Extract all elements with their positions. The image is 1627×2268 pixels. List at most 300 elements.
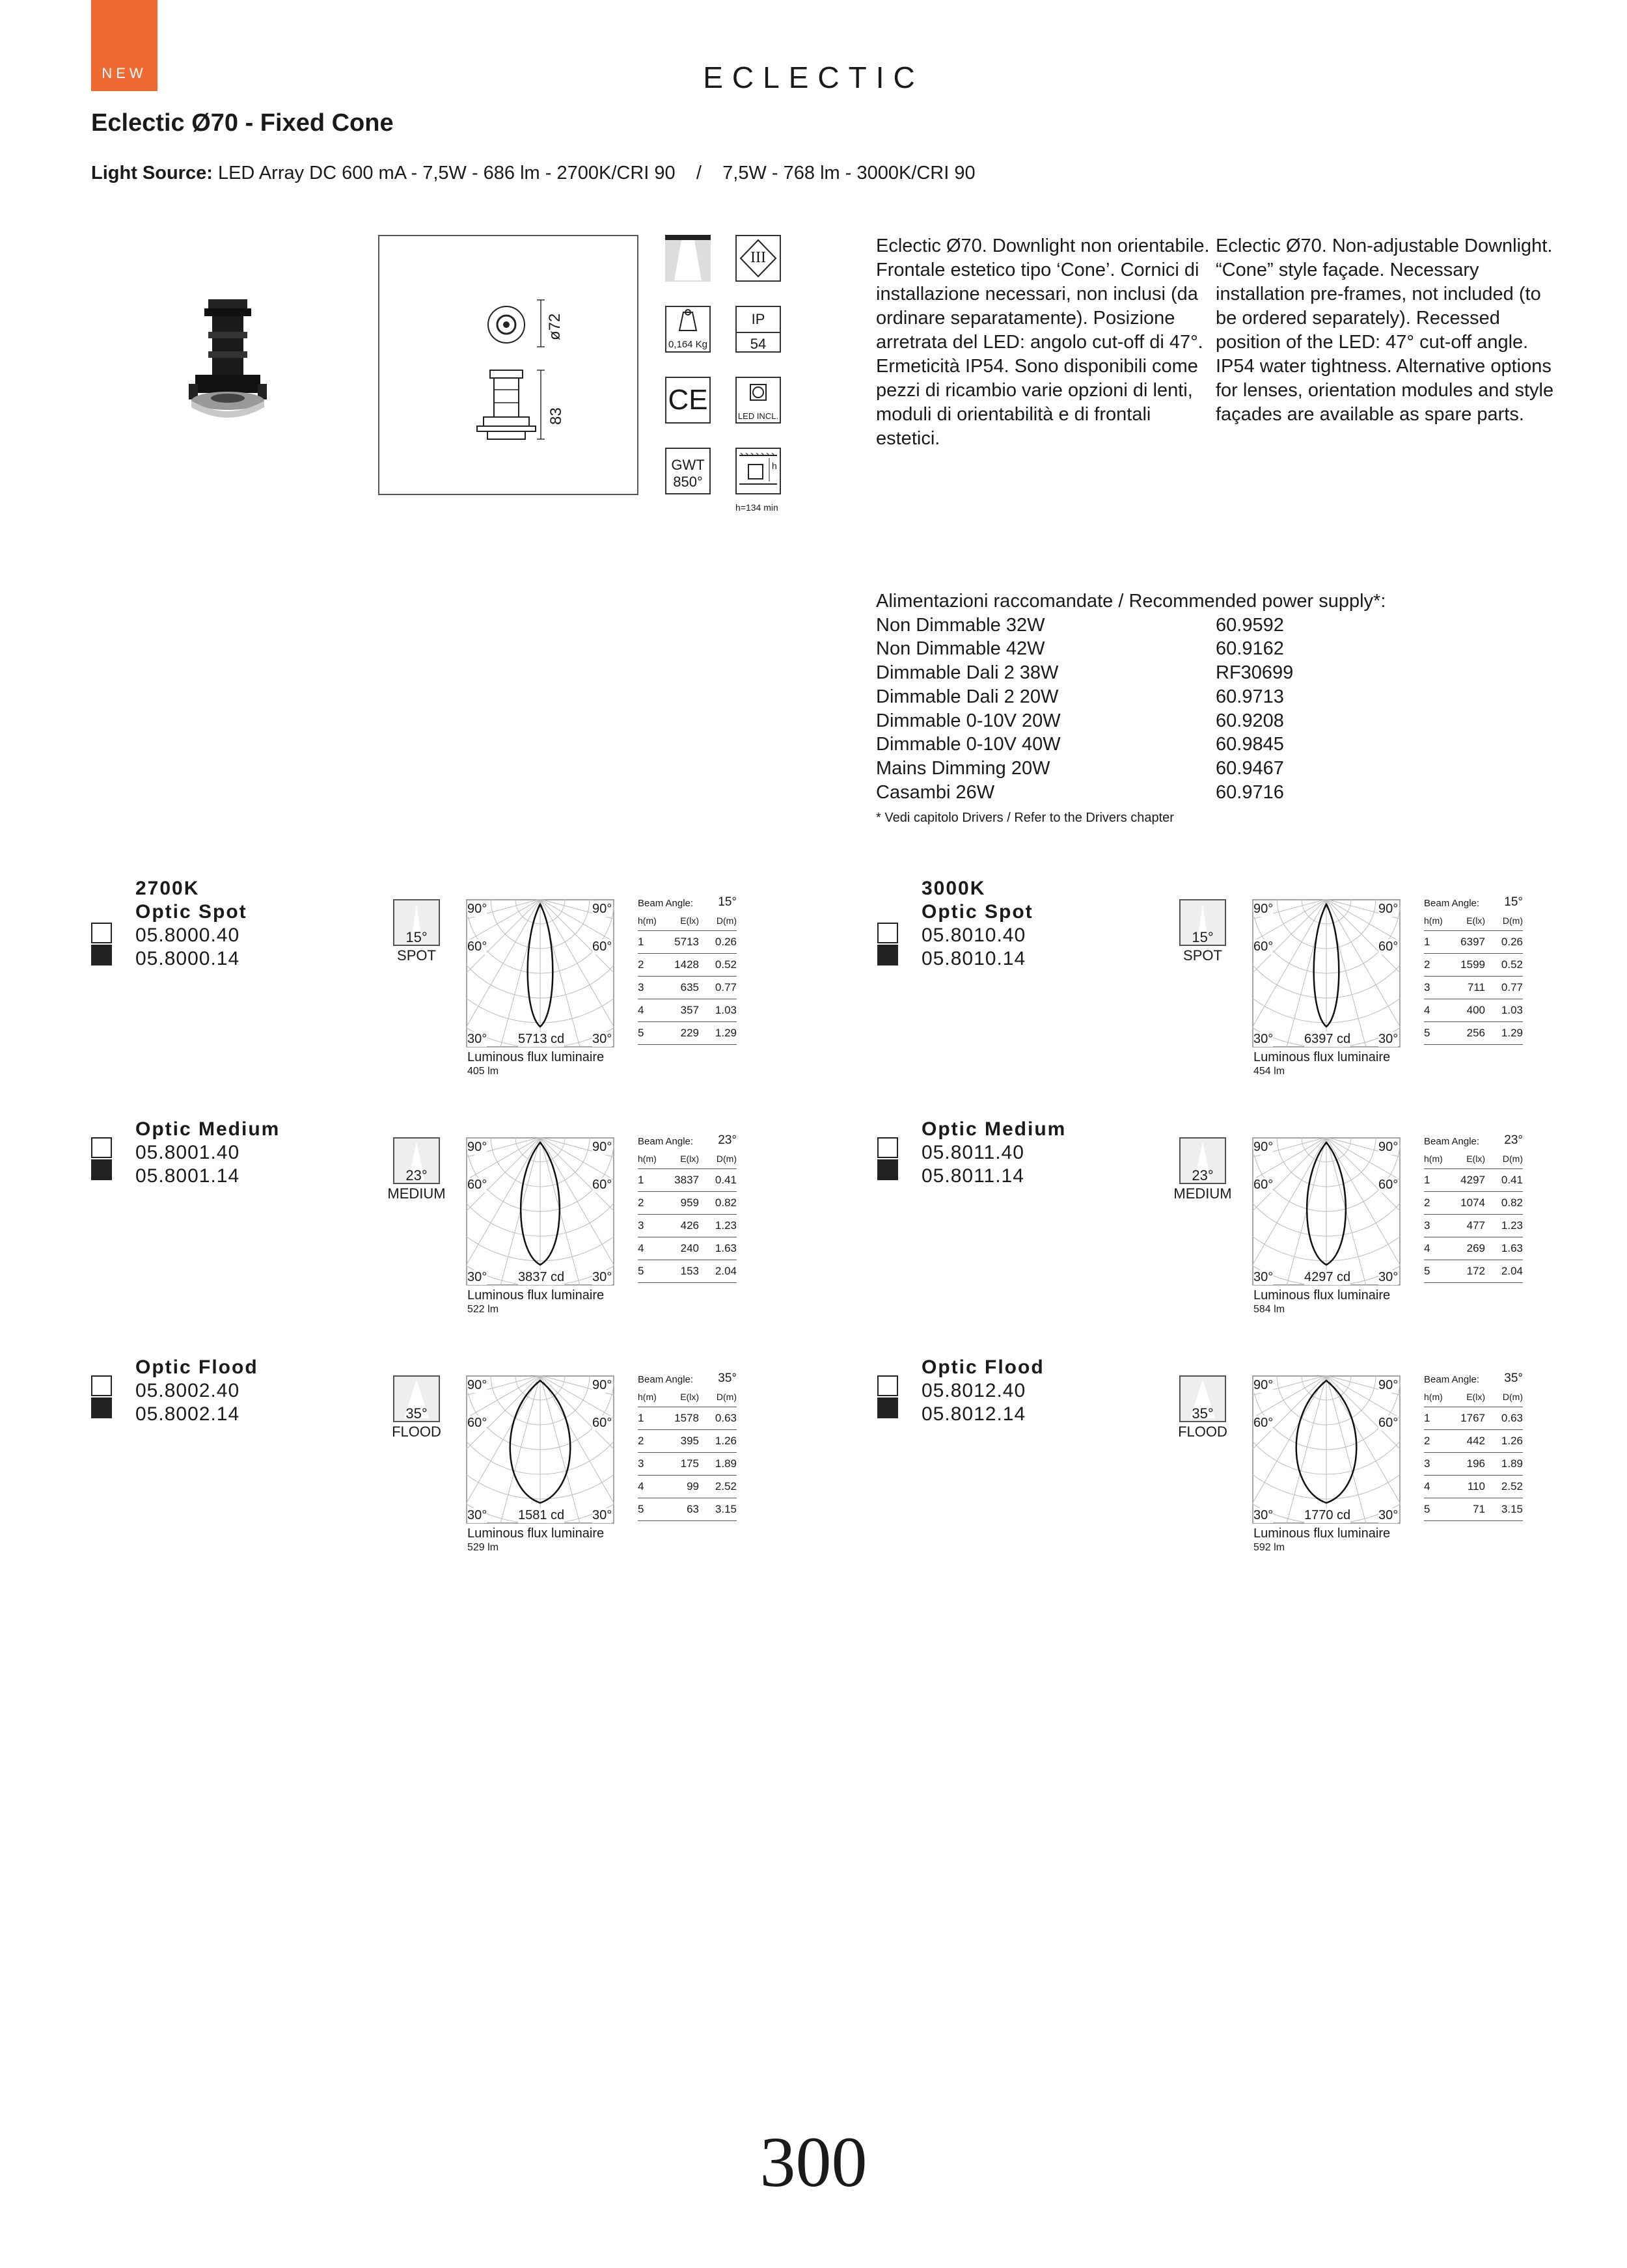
product-title: Eclectic Ø70 - Fixed Cone — [91, 109, 394, 137]
code-white: 05.8001.40 — [135, 1142, 240, 1163]
swatch-white — [91, 1375, 112, 1396]
power-supply-name: Dimmable 0-10V 40W — [876, 734, 1061, 755]
power-supply-row — [876, 614, 1293, 638]
diameter-dimension: ø72 — [546, 313, 564, 340]
polar-grid — [466, 899, 614, 1047]
light-source-label: Light Source: — [91, 163, 213, 183]
polar-angle-label: 90° — [592, 1140, 612, 1154]
table-cell: 3837 — [666, 1169, 699, 1192]
beam-angle-header — [1424, 1370, 1523, 1387]
polar-grid — [1252, 899, 1401, 1047]
beam-angle-value: 15° — [1192, 929, 1214, 945]
swatch-black — [91, 1397, 112, 1418]
optic-name: Optic Flood — [135, 1357, 258, 1378]
table-cell: 172 — [1453, 1260, 1485, 1283]
ce-label: CE — [668, 384, 708, 416]
optic-label — [922, 1356, 1045, 1426]
table-cell: 711 — [1453, 977, 1485, 999]
table-row — [638, 954, 737, 977]
polar-angle-label: 60° — [1253, 1178, 1274, 1192]
code-black: 05.8000.14 — [135, 948, 240, 969]
polar-diagram — [1252, 1137, 1401, 1286]
table-row — [1424, 1476, 1523, 1498]
table-cell: 959 — [666, 1192, 699, 1215]
polar-angle-label: 60° — [592, 1178, 612, 1192]
flux-label: Luminous flux luminaire — [467, 1526, 605, 1541]
table-cell: 1074 — [1453, 1192, 1485, 1215]
table-header-row — [1424, 1387, 1523, 1407]
gwt-temp: 850° — [673, 474, 703, 490]
table-cell: 3 — [1424, 1453, 1453, 1476]
table-row — [638, 977, 737, 999]
led-included-label: LED INCL. — [737, 411, 779, 421]
polar-angle-label: 30° — [592, 1270, 612, 1284]
table-cell: 3.15 — [1485, 1498, 1523, 1521]
product-image — [169, 286, 286, 436]
table-cell: 3 — [638, 1453, 666, 1476]
beam-type-label: MEDIUM — [1173, 1185, 1232, 1202]
illuminance-grid — [638, 1149, 737, 1283]
power-supply-row — [876, 709, 1293, 733]
peak-intensity: 5713 cd — [518, 1032, 565, 1046]
table-cell: 71 — [1453, 1498, 1485, 1521]
table-cell: 2.04 — [699, 1260, 737, 1283]
table-cell: 1.23 — [1485, 1215, 1523, 1237]
weight-icon — [665, 306, 711, 353]
table-header-row — [638, 1149, 737, 1169]
table-cell: 6397 — [1453, 931, 1485, 954]
table-row — [1424, 1453, 1523, 1476]
light-source-line — [91, 163, 976, 184]
polar-diagram — [466, 1137, 614, 1286]
optic-block — [0, 880, 781, 1114]
polar-angle-label: 90° — [1253, 902, 1274, 916]
illuminance-grid — [638, 1387, 737, 1521]
code-black: 05.8012.14 — [922, 1403, 1026, 1425]
power-supply-row — [876, 661, 1293, 685]
table-header-cell: h(m) — [638, 1387, 666, 1407]
table-header-cell: D(m) — [699, 1149, 737, 1169]
table-cell: 1.63 — [699, 1237, 737, 1260]
table-cell: 1 — [1424, 931, 1453, 954]
page-number: 300 — [759, 2122, 868, 2202]
polar-angle-label: 90° — [467, 902, 487, 916]
table-cell: 1 — [638, 931, 666, 954]
optic-block — [786, 1356, 1567, 1590]
table-cell: 2 — [1424, 1430, 1453, 1453]
led-included-icon — [735, 377, 781, 424]
table-header-cell: D(m) — [699, 911, 737, 931]
table-cell: 357 — [666, 999, 699, 1022]
code-black: 05.8002.14 — [135, 1403, 240, 1425]
polar-angle-label: 90° — [1253, 1378, 1274, 1392]
power-supply-title: Alimentazioni raccomandate / Recommended power supply*: — [876, 591, 1386, 612]
code-white: 05.8012.40 — [922, 1380, 1026, 1401]
power-supply-code: 60.9716 — [1216, 781, 1284, 803]
table-cell: 0.26 — [1485, 931, 1523, 954]
table-cell: 5 — [1424, 1498, 1453, 1521]
optic-label — [135, 1356, 258, 1426]
table-cell: 256 — [1453, 1022, 1485, 1045]
swatch-black — [877, 945, 898, 965]
power-supply-row — [876, 757, 1293, 781]
beam-type-label: MEDIUM — [387, 1185, 446, 1202]
swatch-white — [877, 923, 898, 943]
optic-name: Optic Spot — [135, 901, 247, 923]
polar-angle-label: 30° — [1253, 1032, 1274, 1046]
gwt-label: GWT — [671, 457, 705, 473]
polar-angle-label: 60° — [467, 939, 487, 954]
table-cell: 1 — [638, 1407, 666, 1430]
swatch-black — [91, 1159, 112, 1180]
table-cell: 1.26 — [699, 1430, 737, 1453]
brand-title: ECLECTIC — [703, 61, 924, 94]
flux-label: Luminous flux luminaire — [467, 1288, 605, 1303]
beam-angle-header — [1424, 894, 1523, 911]
beam-angle-table-value: 23° — [1504, 1133, 1523, 1147]
beam-angle-table-value: 35° — [718, 1371, 737, 1385]
polar-angle-label: 90° — [1378, 1140, 1399, 1154]
power-supply-code: 60.9845 — [1216, 734, 1284, 755]
polar-angle-label: 60° — [592, 939, 612, 954]
power-supply-name: Dimmable 0-10V 20W — [876, 710, 1061, 731]
illuminance-grid — [1424, 1149, 1523, 1283]
power-supply-code: RF30699 — [1216, 662, 1294, 684]
power-supply-code: 60.9592 — [1216, 614, 1284, 636]
beam-angle-caption: Beam Angle: — [1424, 898, 1480, 909]
beam-angle-caption: Beam Angle: — [638, 1136, 694, 1147]
flux-value: 584 lm — [1253, 1304, 1285, 1315]
polar-angle-label: 60° — [467, 1178, 487, 1192]
table-cell: 0.52 — [1485, 954, 1523, 977]
description-italian: Eclectic Ø70. Downlight non orientabile. Frontale estetico tipo ‘Cone’. Cornici di installazione necessari, non inclusi (da ordinare separatamente). Posizione arretrata del LED: angolo cut-off di 47°. Ermeticità IP54. Sono disponibili come pezzi di ricambio varie opzioni di lenti, moduli di orientabilità e di frontali estetici. — [876, 236, 1210, 449]
table-cell: 229 — [666, 1022, 699, 1045]
table-row — [1424, 1237, 1523, 1260]
polar-angle-label: 30° — [467, 1032, 487, 1046]
optic-name: Optic Medium — [135, 1118, 280, 1140]
power-supply-row — [876, 733, 1293, 757]
table-cell: 3.15 — [699, 1498, 737, 1521]
optic-block — [786, 1118, 1567, 1352]
beam-angle-table-value: 35° — [1504, 1371, 1523, 1385]
illuminance-grid — [1424, 911, 1523, 1045]
table-row — [638, 1453, 737, 1476]
beam-angle-caption: Beam Angle: — [638, 898, 694, 909]
beam-angle-table-value: 15° — [1504, 895, 1523, 909]
table-cell: 1.29 — [1485, 1022, 1523, 1045]
power-supply-section — [876, 589, 1386, 804]
swatch-black — [91, 945, 112, 965]
polar-angle-label: 30° — [1253, 1270, 1274, 1284]
polar-grid — [1252, 1137, 1401, 1286]
table-cell: 3 — [1424, 1215, 1453, 1237]
polar-angle-label: 90° — [467, 1140, 487, 1154]
beam-angle-table-value: 15° — [718, 895, 737, 909]
table-cell: 4 — [638, 999, 666, 1022]
table-header-cell: h(m) — [1424, 1387, 1453, 1407]
table-cell: 4 — [638, 1237, 666, 1260]
power-supply-row — [876, 685, 1293, 709]
flux-value: 592 lm — [1253, 1542, 1285, 1553]
polar-diagram — [466, 899, 614, 1047]
polar-angle-label: 30° — [467, 1508, 487, 1522]
table-cell: 5 — [638, 1260, 666, 1283]
illuminance-table — [1424, 894, 1523, 1045]
power-supply-name: Mains Dimming 20W — [876, 757, 1050, 779]
table-row — [1424, 1022, 1523, 1045]
table-header-cell: D(m) — [699, 1387, 737, 1407]
optic-name: Optic Spot — [922, 901, 1033, 923]
table-header-row — [638, 1387, 737, 1407]
table-cell: 0.52 — [699, 954, 737, 977]
table-cell: 0.63 — [699, 1407, 737, 1430]
beam-type-label: SPOT — [1183, 947, 1222, 964]
table-header-cell: E(lx) — [666, 1387, 699, 1407]
table-header-cell: E(lx) — [666, 1149, 699, 1169]
table-header-cell: D(m) — [1485, 1387, 1523, 1407]
polar-diagram — [1252, 899, 1401, 1047]
table-cell: 1428 — [666, 954, 699, 977]
beam-angle-value: 35° — [405, 1405, 428, 1422]
flux-value: 454 lm — [1253, 1066, 1285, 1077]
table-cell: 1.03 — [699, 999, 737, 1022]
polar-angle-label: 60° — [592, 1416, 612, 1430]
polar-diagram — [1252, 1375, 1401, 1524]
polar-angle-label: 90° — [592, 902, 612, 916]
table-row — [1424, 999, 1523, 1022]
table-cell: 0.26 — [699, 931, 737, 954]
table-cell: 4 — [1424, 1237, 1453, 1260]
table-cell: 0.63 — [1485, 1407, 1523, 1430]
beam-type-label: SPOT — [397, 947, 436, 964]
polar-angle-label: 30° — [1253, 1508, 1274, 1522]
table-row — [638, 999, 737, 1022]
table-cell: 1.26 — [1485, 1430, 1523, 1453]
table-cell: 3 — [1424, 977, 1453, 999]
code-black: 05.8010.14 — [922, 948, 1026, 969]
code-black: 05.8001.14 — [135, 1165, 240, 1187]
beam-angle-header — [638, 894, 737, 911]
table-cell: 1.63 — [1485, 1237, 1523, 1260]
min-height-label: h=134 min — [735, 502, 778, 513]
swatch-white — [91, 923, 112, 943]
power-supply-code: 60.9162 — [1216, 638, 1284, 660]
power-supply-table — [876, 614, 1293, 805]
table-header-cell: E(lx) — [1453, 1387, 1485, 1407]
optic-label — [135, 877, 247, 971]
class-iii-label: III — [750, 249, 766, 266]
table-cell: 1.89 — [1485, 1453, 1523, 1476]
table-cell: 4 — [638, 1476, 666, 1498]
power-supply-name: Non Dimmable 32W — [876, 614, 1045, 636]
optic-name: Optic Flood — [922, 1357, 1045, 1378]
recessed-icon — [665, 235, 711, 282]
table-row — [1424, 1215, 1523, 1237]
table-cell: 1.29 — [699, 1022, 737, 1045]
power-supply-row — [876, 637, 1293, 661]
polar-angle-label: 60° — [1253, 1416, 1274, 1430]
beam-angle-header — [638, 1370, 737, 1387]
polar-angle-label: 60° — [467, 1416, 487, 1430]
code-white: 05.8010.40 — [922, 925, 1026, 946]
swatch-black — [877, 1397, 898, 1418]
peak-intensity: 1770 cd — [1304, 1508, 1351, 1522]
power-supply-name: Dimmable Dali 2 20W — [876, 686, 1059, 707]
table-cell: 269 — [1453, 1237, 1485, 1260]
table-cell: 426 — [666, 1215, 699, 1237]
table-cell: 240 — [666, 1237, 699, 1260]
table-row — [1424, 1407, 1523, 1430]
table-header-cell: h(m) — [638, 911, 666, 931]
power-supply-code: 60.9713 — [1216, 686, 1284, 707]
ce-mark-icon — [665, 377, 711, 424]
table-row — [1424, 1498, 1523, 1521]
illuminance-grid — [638, 911, 737, 1045]
peak-intensity: 1581 cd — [518, 1508, 565, 1522]
beam-angle-header — [1424, 1132, 1523, 1149]
table-cell: 99 — [666, 1476, 699, 1498]
beam-angle-caption: Beam Angle: — [638, 1374, 694, 1385]
power-supply-row — [876, 781, 1293, 805]
code-black: 05.8011.14 — [922, 1165, 1024, 1187]
flux-label: Luminous flux luminaire — [1253, 1526, 1391, 1541]
power-supply-note: * Vedi capitolo Drivers / Refer to the Drivers chapter — [876, 811, 1174, 825]
color-temperature: 3000K — [922, 878, 986, 899]
table-cell: 5 — [638, 1022, 666, 1045]
polar-angle-label: 60° — [1378, 1178, 1399, 1192]
table-cell: 2 — [638, 954, 666, 977]
swatch-white — [877, 1137, 898, 1158]
table-row — [638, 1430, 737, 1453]
flux-label: Luminous flux luminaire — [467, 1050, 605, 1064]
table-cell: 0.41 — [699, 1169, 737, 1192]
table-row — [638, 1169, 737, 1192]
beam-angle-value: 23° — [405, 1167, 428, 1183]
class-iii-icon — [735, 235, 781, 282]
table-cell: 635 — [666, 977, 699, 999]
new-badge-label: NEW — [102, 65, 147, 81]
illuminance-grid — [1424, 1387, 1523, 1521]
table-cell: 5713 — [666, 931, 699, 954]
table-row — [638, 1237, 737, 1260]
table-cell: 5 — [1424, 1022, 1453, 1045]
flux-value: 529 lm — [467, 1542, 499, 1553]
technical-drawing — [378, 235, 638, 495]
table-cell: 2.52 — [699, 1476, 737, 1498]
illuminance-table — [638, 1132, 737, 1283]
flux-value: 405 lm — [467, 1066, 499, 1077]
peak-intensity: 4297 cd — [1304, 1270, 1351, 1284]
code-white: 05.8002.40 — [135, 1380, 240, 1401]
optic-label — [922, 877, 1033, 971]
table-cell: 442 — [1453, 1430, 1485, 1453]
table-cell: 4 — [1424, 1476, 1453, 1498]
installation-height-icon — [735, 448, 781, 494]
polar-grid — [1252, 1375, 1401, 1524]
illuminance-table — [638, 1370, 737, 1521]
table-cell: 1 — [638, 1169, 666, 1192]
table-cell: 63 — [666, 1498, 699, 1521]
table-cell: 175 — [666, 1453, 699, 1476]
table-row — [638, 931, 737, 954]
power-supply-name: Casambi 26W — [876, 781, 995, 803]
beam-type-label: FLOOD — [392, 1424, 441, 1440]
flux-label: Luminous flux luminaire — [1253, 1050, 1391, 1064]
peak-intensity: 3837 cd — [518, 1270, 565, 1284]
table-header-cell: E(lx) — [666, 911, 699, 931]
table-cell: 3 — [638, 977, 666, 999]
optic-block — [0, 1118, 781, 1352]
table-cell: 395 — [666, 1430, 699, 1453]
polar-diagram — [466, 1375, 614, 1524]
optic-block — [786, 880, 1567, 1114]
polar-angle-label: 90° — [467, 1378, 487, 1392]
table-row — [1424, 954, 1523, 977]
color-temperature: 2700K — [135, 878, 200, 899]
table-row — [1424, 1260, 1523, 1283]
polar-angle-label: 60° — [1253, 939, 1274, 954]
table-row — [1424, 1192, 1523, 1215]
table-header-cell: D(m) — [1485, 1149, 1523, 1169]
swatch-white — [877, 1375, 898, 1396]
table-cell: 2 — [1424, 1192, 1453, 1215]
polar-angle-label: 30° — [467, 1270, 487, 1284]
table-cell: 3 — [638, 1215, 666, 1237]
polar-angle-label: 30° — [592, 1032, 612, 1046]
beam-angle-caption: Beam Angle: — [1424, 1374, 1480, 1385]
table-header-row — [638, 911, 737, 931]
table-cell: 4 — [1424, 999, 1453, 1022]
table-cell: 1 — [1424, 1407, 1453, 1430]
illuminance-table — [638, 894, 737, 1045]
table-cell: 110 — [1453, 1476, 1485, 1498]
table-cell: 400 — [1453, 999, 1485, 1022]
table-cell: 1767 — [1453, 1407, 1485, 1430]
polar-angle-label: 90° — [1378, 902, 1399, 916]
table-cell: 2.52 — [1485, 1476, 1523, 1498]
table-cell: 1578 — [666, 1407, 699, 1430]
table-header-cell: h(m) — [1424, 1149, 1453, 1169]
flux-label: Luminous flux luminaire — [1253, 1288, 1391, 1303]
table-header-cell: h(m) — [638, 1149, 666, 1169]
table-row — [1424, 931, 1523, 954]
table-cell: 5 — [638, 1498, 666, 1521]
table-cell: 196 — [1453, 1453, 1485, 1476]
height-dimension: 83 — [547, 407, 565, 425]
ip-value: 54 — [750, 336, 767, 352]
beam-type-label: FLOOD — [1178, 1424, 1227, 1440]
table-header-cell: h(m) — [1424, 911, 1453, 931]
description-english: Eclectic Ø70. Non-adjustable Downlight. “Cone” style façade. Necessary installation pre-frames, not included (to be ordered separately). Recessed position of the LED: 47° cut-off angle. IP54 water tightness. Alternative options for lenses, orientation modules and style façades are available as spare parts. — [1216, 236, 1554, 425]
polar-angle-label: 60° — [1378, 1416, 1399, 1430]
beam-angle-caption: Beam Angle: — [1424, 1136, 1480, 1147]
table-cell: 1.23 — [699, 1215, 737, 1237]
power-supply-name: Dimmable Dali 2 38W — [876, 662, 1059, 684]
glow-wire-icon — [665, 448, 711, 494]
table-cell: 0.82 — [699, 1192, 737, 1215]
polar-angle-label: 90° — [1253, 1140, 1274, 1154]
beam-angle-value: 35° — [1192, 1405, 1214, 1422]
ip-rating-icon — [735, 306, 781, 353]
table-row — [638, 1476, 737, 1498]
code-white: 05.8011.40 — [922, 1142, 1024, 1163]
power-supply-code: 60.9208 — [1216, 710, 1284, 731]
table-cell: 153 — [666, 1260, 699, 1283]
table-header-row — [1424, 1149, 1523, 1169]
beam-angle-value: 23° — [1192, 1167, 1214, 1183]
illuminance-table — [1424, 1370, 1523, 1521]
light-source-value: LED Array DC 600 mA - 7,5W - 686 lm - 2700K/CRI 90 / 7,5W - 768 lm - 3000K/CRI 90 — [212, 163, 976, 183]
